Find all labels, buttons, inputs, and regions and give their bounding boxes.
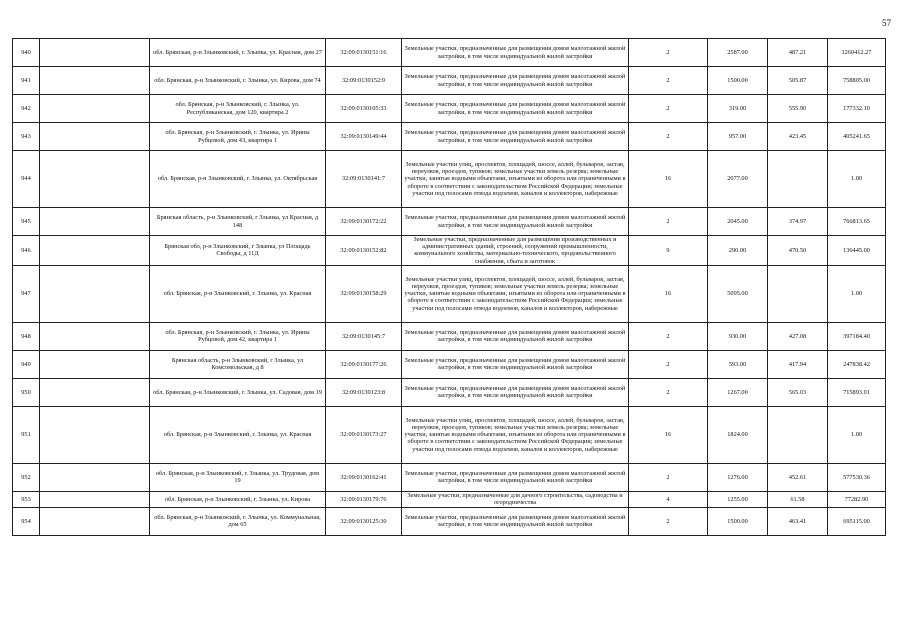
row-number-cell: 951 xyxy=(13,406,40,463)
specific-value-cell: 565.03 xyxy=(768,378,828,406)
area-cell: 5095.00 xyxy=(708,265,768,322)
empty-cell xyxy=(40,39,150,67)
use-group-cell: 2 xyxy=(629,39,708,67)
cadastral-number-cell: 32:09:0130123:8 xyxy=(326,378,402,406)
permitted-use-cell: Земельные участки, предназначенные для размещения домов малоэтажной жилой застройки, в том числе индивидуальной жилой застройки xyxy=(402,123,629,151)
table-row xyxy=(13,95,886,123)
address-cell: обл. Брянская, р-н Злынковский, г. Злынка, ул. Кирова xyxy=(150,491,326,507)
use-group-cell: 2 xyxy=(629,123,708,151)
empty-cell xyxy=(40,265,150,322)
cadastral-value-cell: 695115.00 xyxy=(828,507,886,535)
specific-value-cell: 374.97 xyxy=(768,208,828,236)
use-group-cell: 9 xyxy=(629,236,708,266)
permitted-use-cell: Земельные участки, предназначенные для дачного строительства, садоводства и огородничества xyxy=(402,491,629,507)
cadastral-number-cell: 32:09:0130173:27 xyxy=(326,406,402,463)
specific-value-cell: 427.08 xyxy=(768,322,828,350)
cadastral-number-cell: 32:09:0130158:29 xyxy=(326,265,402,322)
empty-cell xyxy=(40,322,150,350)
area-cell: 1267.00 xyxy=(708,378,768,406)
page-number: 57 xyxy=(882,18,891,28)
table-row xyxy=(13,463,886,491)
area-cell: 2587.00 xyxy=(708,39,768,67)
cadastral-value-cell: 247838.42 xyxy=(828,350,886,378)
use-group-cell: 16 xyxy=(629,151,708,208)
row-number-cell: 953 xyxy=(13,491,40,507)
row-number-cell: 950 xyxy=(13,378,40,406)
area-cell: 1500.00 xyxy=(708,67,768,95)
address-cell: обл. Брянская, р-н Злынковский, г. Злынка, ул. Октябрьская xyxy=(150,151,326,208)
area-cell: 2077.00 xyxy=(708,151,768,208)
table-row xyxy=(13,406,886,463)
area-cell: 1824.00 xyxy=(708,406,768,463)
row-number-cell: 942 xyxy=(13,95,40,123)
empty-cell xyxy=(40,507,150,535)
permitted-use-cell: Земельные участки, предназначенные для размещения домов малоэтажной жилой застройки, в том числе индивидуальной жилой застройки xyxy=(402,95,629,123)
table-row xyxy=(13,208,886,236)
permitted-use-cell: Земельные участки, предназначенные для размещения домов малоэтажной жилой застройки, в том числе индивидуальной жилой застройки xyxy=(402,322,629,350)
row-number-cell: 945 xyxy=(13,208,40,236)
cadastral-value-cell: 405241.65 xyxy=(828,123,886,151)
area-cell: 290.00 xyxy=(708,236,768,266)
empty-cell xyxy=(40,236,150,266)
cadastral-number-cell: 32:09:0130145:7 xyxy=(326,322,402,350)
row-number-cell: 941 xyxy=(13,67,40,95)
cadastral-number-cell: 32:09:0130105:33 xyxy=(326,95,402,123)
cadastral-value-cell: 177332.10 xyxy=(828,95,886,123)
permitted-use-cell: Земельные участки, предназначенные для размещения домов малоэтажной жилой застройки, в том числе индивидуальной жилой застройки xyxy=(402,463,629,491)
cadastral-number-cell: 32:09:0130152:82 xyxy=(326,236,402,266)
empty-cell xyxy=(40,378,150,406)
table-row xyxy=(13,151,886,208)
row-number-cell: 954 xyxy=(13,507,40,535)
cadastral-number-cell: 32:09:0130177:26 xyxy=(326,350,402,378)
cadastral-value-cell: 1260412.27 xyxy=(828,39,886,67)
table-row xyxy=(13,322,886,350)
use-group-cell: 2 xyxy=(629,350,708,378)
permitted-use-cell: Земельные участки, предназначенные для размещения домов малоэтажной жилой застройки, в том числе индивидуальной жилой застройки xyxy=(402,350,629,378)
permitted-use-cell: Земельные участки улиц, проспектов, площадей, шоссе, аллей, бульваров, застав, переулков, проездов, тупиков; земельные участки земель резерва; земельные участки, занятые водными объектами, изъятыми из оборота или ограниченными в обороте в соответствии с законодательством Российской Федерации; земельные участки под полосами отвода водоемов, каналов и коллекторов, набережные xyxy=(402,265,629,322)
table-row xyxy=(13,491,886,507)
cadastral-value-cell: 397184.40 xyxy=(828,322,886,350)
cadastral-number-cell: 32:09:0130125:30 xyxy=(326,507,402,535)
row-number-cell: 952 xyxy=(13,463,40,491)
use-group-cell: 2 xyxy=(629,67,708,95)
empty-cell xyxy=(40,67,150,95)
cadastral-value-cell: 136445.00 xyxy=(828,236,886,266)
use-group-cell: 2 xyxy=(629,378,708,406)
row-number-cell: 944 xyxy=(13,151,40,208)
row-number-cell: 940 xyxy=(13,39,40,67)
area-cell: 1276.00 xyxy=(708,463,768,491)
cadastral-number-cell: 32:09:0130152:9 xyxy=(326,67,402,95)
table-row xyxy=(13,39,886,67)
address-cell: обл. Брянская, р-н Злынковский, г. Злынка, ул. Ирины Рубцовой, дом 43, квартира 1 xyxy=(150,123,326,151)
area-cell: 930.00 xyxy=(708,322,768,350)
table-row xyxy=(13,378,886,406)
address-cell: обл. Брянская, р-н Злынковский, г. Злынка, ул. Красная xyxy=(150,406,326,463)
specific-value-cell xyxy=(768,406,828,463)
permitted-use-cell: Земельные участки, предназначенные для размещения домов малоэтажной жилой застройки, в том числе индивидуальной жилой застройки xyxy=(402,507,629,535)
specific-value-cell: 417.94 xyxy=(768,350,828,378)
permitted-use-cell: Земельные участки улиц, проспектов, площадей, шоссе, аллей, бульваров, застав, переулков, проездов, тупиков; земельные участки земель резерва; земельные участки, занятые водными объектами, изъятыми из оборота или ограниченными в обороте в соответствии с законодательством Российской Федерации; земельные участки под полосами отвода водоемов, каналов и коллекторов, набережные xyxy=(402,151,629,208)
use-group-cell: 2 xyxy=(629,322,708,350)
area-cell: 957.00 xyxy=(708,123,768,151)
cadastral-value-cell: 77282.90 xyxy=(828,491,886,507)
empty-cell xyxy=(40,208,150,236)
use-group-cell: 2 xyxy=(629,95,708,123)
table-row xyxy=(13,67,886,95)
row-number-cell: 946 xyxy=(13,236,40,266)
area-cell: 1500.00 xyxy=(708,507,768,535)
use-group-cell: 2 xyxy=(629,463,708,491)
permitted-use-cell: Земельные участки, предназначенные для размещения домов малоэтажной жилой застройки, в том числе индивидуальной жилой застройки xyxy=(402,39,629,67)
table-row xyxy=(13,507,886,535)
address-cell: Брянская область, р-н Злынковский, г Злынка, ул Красная, д 148 xyxy=(150,208,326,236)
specific-value-cell: 463.41 xyxy=(768,507,828,535)
permitted-use-cell: Земельные участки, предназначенные для размещения домов малоэтажной жилой застройки, в том числе индивидуальной жилой застройки xyxy=(402,208,629,236)
empty-cell xyxy=(40,463,150,491)
cadastral-number-cell: 32:09:0130162:41 xyxy=(326,463,402,491)
empty-cell xyxy=(40,406,150,463)
area-cell: 593.00 xyxy=(708,350,768,378)
use-group-cell: 16 xyxy=(629,406,708,463)
address-cell: обл. Брянская, р-н Злынковский, г. Злынка, ул. Садовая, дом 19 xyxy=(150,378,326,406)
empty-cell xyxy=(40,123,150,151)
cadastral-number-cell: 32:09:0130149:44 xyxy=(326,123,402,151)
row-number-cell: 949 xyxy=(13,350,40,378)
permitted-use-cell: Земельные участки улиц, проспектов, площадей, шоссе, аллей, бульваров, застав, переулков, проездов, тупиков; земельные участки земель резерва; земельные участки, занятые водными объектами, изъятыми из оборота или ограниченными в обороте в соответствии с законодательством Российской Федерации; земельные участки под полосами отвода водоемов, каналов и коллекторов, набережные xyxy=(402,406,629,463)
cadastral-number-cell: 32:09:0130179:76 xyxy=(326,491,402,507)
table-row xyxy=(13,236,886,266)
specific-value-cell xyxy=(768,151,828,208)
area-cell: 1255.00 xyxy=(708,491,768,507)
address-cell: обл. Брянская, р-н Злынковский, г. Злынка, ул. Ирины Рубцовой, дом 42, квартира 1 xyxy=(150,322,326,350)
cadastral-value-cell: 766813.65 xyxy=(828,208,886,236)
area-cell: 2045.00 xyxy=(708,208,768,236)
table-row xyxy=(13,350,886,378)
row-number-cell: 943 xyxy=(13,123,40,151)
area-cell: 319.00 xyxy=(708,95,768,123)
specific-value-cell: 470.50 xyxy=(768,236,828,266)
table-row xyxy=(13,123,886,151)
land-plots-table xyxy=(12,38,886,536)
row-number-cell: 947 xyxy=(13,265,40,322)
use-group-cell: 16 xyxy=(629,265,708,322)
table-row xyxy=(13,265,886,322)
permitted-use-cell: Земельные участки, предназначенные для размещения домов малоэтажной жилой застройки, в том числе индивидуальной жилой застройки xyxy=(402,67,629,95)
address-cell: обл. Брянская, р-н Злынковский, г. Злынка, ул. Красная, дом 27 xyxy=(150,39,326,67)
specific-value-cell: 487.21 xyxy=(768,39,828,67)
empty-cell xyxy=(40,491,150,507)
cadastral-number-cell: 32:09:0130141:7 xyxy=(326,151,402,208)
cadastral-value-cell: 1.00 xyxy=(828,406,886,463)
address-cell: обл. Брянская, р-н Злынковский, г. Злынка, ул. Красная xyxy=(150,265,326,322)
cadastral-value-cell: 1.00 xyxy=(828,151,886,208)
specific-value-cell: 61.58 xyxy=(768,491,828,507)
specific-value-cell: 423.45 xyxy=(768,123,828,151)
specific-value-cell xyxy=(768,265,828,322)
address-cell: обл. Брянская, р-н Злынковский, г. Злынка, ул. Кирова, дом 74 xyxy=(150,67,326,95)
row-number-cell: 948 xyxy=(13,322,40,350)
use-group-cell: 2 xyxy=(629,208,708,236)
cadastral-value-cell: 758805.00 xyxy=(828,67,886,95)
address-cell: обл. Брянская, р-н Злынковский, г. Злынка, ул. Республиканская, дом 120, квартира 2 xyxy=(150,95,326,123)
address-cell: обл. Брянская, р-н Злынковский, г. Злынка, ул. Трудовая, дом 19 xyxy=(150,463,326,491)
permitted-use-cell: Земельные участки, предназначенные для размещения производственных и административных зданий, строений, сооружений промышленности, коммунального хозяйства, материально-технического, продовольственного снабжения, сбыта и заготовок xyxy=(402,236,629,266)
use-group-cell: 2 xyxy=(629,507,708,535)
cadastral-value-cell: 1.00 xyxy=(828,265,886,322)
specific-value-cell: 452.61 xyxy=(768,463,828,491)
empty-cell xyxy=(40,95,150,123)
permitted-use-cell: Земельные участки, предназначенные для размещения домов малоэтажной жилой застройки, в том числе индивидуальной жилой застройки xyxy=(402,378,629,406)
cadastral-value-cell: 577530.36 xyxy=(828,463,886,491)
cadastral-number-cell: 32:09:0130151:16 xyxy=(326,39,402,67)
cadastral-number-cell: 32:09:0130172:22 xyxy=(326,208,402,236)
empty-cell xyxy=(40,151,150,208)
address-cell: обл. Брянская, р-н Злынковский, г. Злынка, ул. Коммунальная, дом 65 xyxy=(150,507,326,535)
empty-cell xyxy=(40,350,150,378)
use-group-cell: 4 xyxy=(629,491,708,507)
specific-value-cell: 505.87 xyxy=(768,67,828,95)
address-cell: Брянская обл, р-н Злынковский, г Злынка, ул Площадь Свободы, д 11Д xyxy=(150,236,326,266)
cadastral-value-cell: 715893.01 xyxy=(828,378,886,406)
address-cell: Брянская область, р-н Злынковский, г Злынка, ул Комсомольская, д 8 xyxy=(150,350,326,378)
specific-value-cell: 555.90 xyxy=(768,95,828,123)
